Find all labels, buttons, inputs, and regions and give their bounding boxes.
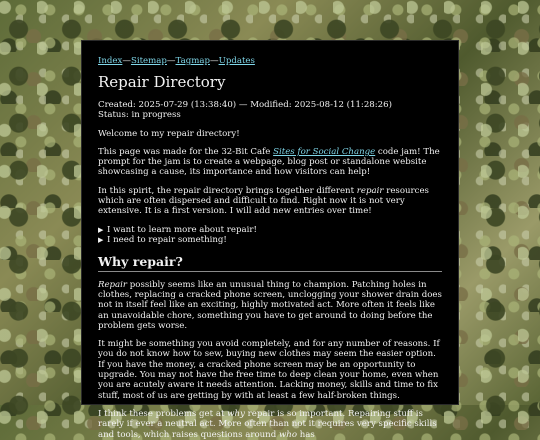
nav-separator: — — [209, 56, 219, 66]
nav-separator: — — [122, 56, 131, 66]
why-repair-heading: Why repair? — [98, 254, 442, 272]
top-navigation — [98, 56, 442, 67]
nav-separator: — — [166, 56, 176, 66]
page-meta — [98, 100, 442, 121]
disclosure-triangle-icon: ▶ — [98, 225, 104, 234]
created-modified-dates: Created: 2025-07-29 (13:38:40) — Modified: 2025-08-12 (11:28:26) — [98, 100, 392, 110]
why-paragraph-2: It might be something you avoid completely, and for any number of reasons. If you do not know how to sew, buying new clothes may seem the easier option. If you have the money, a cracked phone screen may be an opportunity to upgrade. You may not have the free time to deep clean your home, even when you are acutely aware it needs attention. Lacking money, skills and time to fix stuff, most of us are getting by with at least a few half-broken things. — [98, 339, 440, 401]
status-text: Status: in progress — [98, 110, 181, 121]
need-repair-toggle[interactable] — [98, 235, 442, 246]
nav-link-sitemap[interactable]: Sitemap — [130, 56, 167, 66]
nav-link-updates[interactable]: Updates — [218, 56, 255, 66]
spirit-paragraph: In this spirit, the repair directory brings together different repair resources which are often dispersed and difficult to find. Right now it is not very extensive. It is a first version. I will add new entries over time! — [98, 185, 429, 217]
sites-for-social-change-link[interactable]: Sites for Social Change — [273, 146, 376, 157]
nav-link-index[interactable]: Index — [98, 56, 123, 66]
why-paragraph-1: Repair possibly seems like an unusual thing to champion. Patching holes in clothes, replacing a cracked phone screen, unclogging your shower drain does not in itself feel like an exciting, highly motivated act. More often it feels like an unavoidable chore, something you have to get around to doing before the problem gets worse. — [98, 279, 442, 331]
content-panel — [81, 40, 459, 440]
jam-paragraph: This page was made for the 32-Bit Cafe Sites for Social Change code jam! The prompt for the jam is to create a webpage, blog post or standalone website showcasing a cause, its importance and how visitors can help! — [98, 146, 440, 178]
learn-more-summary[interactable]: ▶ I want to learn more about repair! — [98, 224, 257, 235]
welcome-text: Welcome to my repair directory! — [98, 128, 240, 139]
disclosure-group — [98, 225, 442, 246]
learn-more-toggle[interactable] — [98, 225, 442, 236]
page-title: Repair Directory — [98, 73, 226, 91]
why-paragraph-3: I think these problems get at why repair is so important. Repairing stuff is rarely if ever a neutral act. More often than not it requires very specific skills and tools, which raises questions around who has — [98, 408, 437, 440]
need-repair-summary[interactable]: ▶ I need to repair something! — [98, 235, 227, 246]
disclosure-triangle-icon: ▶ — [98, 236, 104, 245]
nav-link-tagmap[interactable]: Tagmap — [175, 56, 210, 66]
